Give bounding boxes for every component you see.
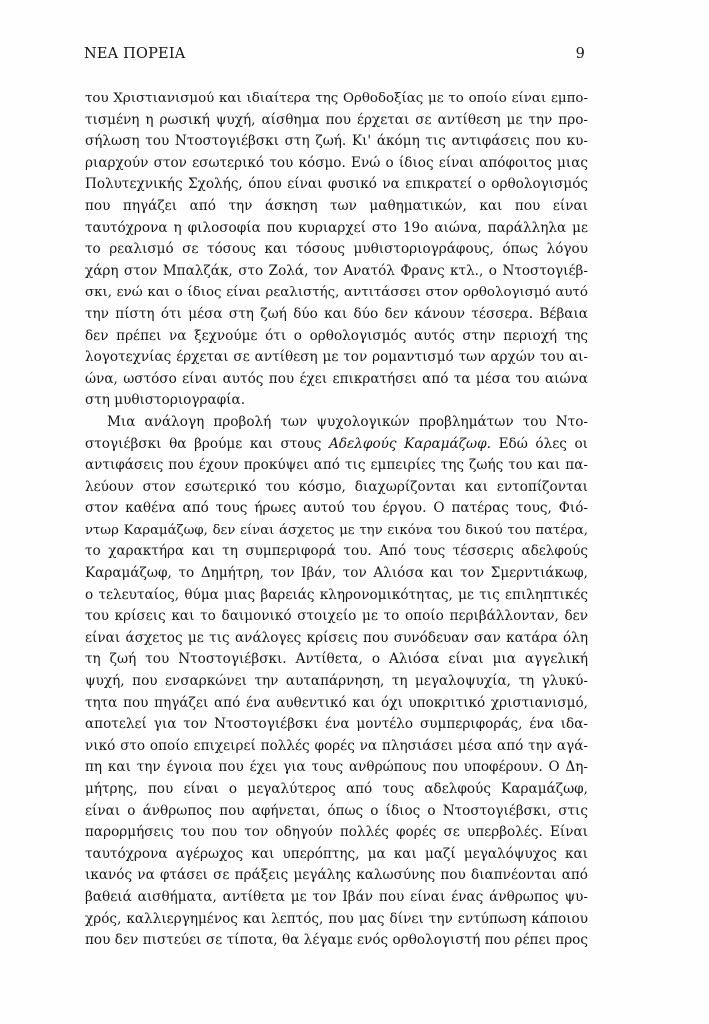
text-line: ο τελευταίος, θύμα μιας βαρειάς κληρονομικότητας, με τις επιληπτικές — [85, 586, 588, 603]
text-line: βαθειά αισθήματα, αντίθετα με τον Ιβάν που είναι ένας άνθρωπος ψυ- — [85, 888, 588, 905]
text-line: το χαρακτήρα και τη συμπεριφορά του. Από τους τέσσερις αδελφούς — [85, 543, 588, 560]
text-line: ψυχή, που ενσαρκώνει την αυταπάρνηση, τη μεγαλοψυχία, τη γλυκύ- — [85, 673, 588, 690]
text-line: αποτελεί για τον Ντοστογιέβσκι ένα μοντέλο συμπεριφοράς, ένα ιδα- — [85, 716, 588, 733]
text-line: νικό στο οποίο επιχειρεί πολλές φορές να πλησιάσει μέσα από την αγά- — [85, 737, 588, 754]
text-line: χρός, καλλιεργημένος και λεπτός, που μας δίνει την εντύπωση κάποιου — [85, 910, 588, 927]
text-line: είναι ο άνθρωπος που αφήνεται, όπως ο ίδιος ο Ντοστογιέβσκι, στις — [85, 802, 588, 819]
text-line: του Χριστιανισμού και ιδιαίτερα της Ορθοδοξίας με το οποίο είναι εμπο- — [85, 91, 588, 106]
text-line: αντιφάσεις που έχουν προκύψει από τις εμπειρίες της ζωής του και πα- — [85, 457, 588, 474]
text-line: μήτρης, που είναι ο μεγαλύτερος από τους αδελφούς Καραμάζωφ, — [85, 781, 588, 797]
text-line: σκι, ενώ και ο ίδιος είναι ρεαλιστής, αντιτάσσει στον ορθολογισμό αυτό — [85, 285, 588, 301]
text-line: είναι άσχετος με τις ανάλογες κρίσεις που συνόδευαν σαν κατάρα όλη — [85, 629, 588, 646]
text-line-with-title — [85, 434, 588, 456]
text-line: Καραμάζωφ, το Δημήτρη, τον Ιβάν, τον Αλιόσα και τον Σμερντιάκωφ, — [85, 565, 588, 582]
text-line: ταυτόχρονα η φιλοσοφία που κυριαρχεί στο 19ο αιώνα, παράλληλα με — [85, 219, 588, 236]
text-line: παρορμήσεις του που τον οδηγούν πολλές φορές σε υπερβολές. Είναι — [85, 824, 588, 841]
body-text — [85, 88, 588, 952]
text-line: Πολυτεχνικής Σχολής, όπου είναι φυσικό να επικρατεί ο ορθολογισμός — [85, 176, 588, 193]
text-line: λογοτεχνίας έρχεται σε αντίθεση με τον ρομαντισμό των αρχών του αι- — [85, 349, 588, 366]
text-line: που πηγάζει από την άσκηση των μαθηματικών, και που είναι — [85, 197, 588, 214]
running-head — [84, 46, 585, 66]
text-line: δεν πρέπει να ξεχνούμε ότι ο ορθολογισμός αυτός στην περιοχή της — [85, 327, 588, 344]
text-line: ντωρ Καραμάζωφ, δεν είναι άσχετος με την εικόνα του δικού του πατέρα, — [85, 522, 588, 538]
text-line: λεύουν στον εσωτερικό του κόσμο, διαχωρίζονται και εντοπίζονται — [85, 478, 588, 495]
text-line: ταυτόχρονα αγέρωχος και υπερόπτης, μα και μαζί μεγαλόψυχος και — [85, 845, 588, 862]
journal-title: ΝΕΑ ΠΟΡΕΙΑ — [84, 46, 186, 62]
text-line: ικανός να φτάσει σε πράξεις μεγάλης καλωσύνης που διαπνέονται από — [85, 867, 588, 884]
text-line: τη ζωή του Ντοστογιέβσκι. Αντίθετα, ο Αλιόσα είναι μια αγγελική — [85, 651, 588, 668]
book-title-italic: Αδελφούς Καραμάζωφ — [329, 435, 487, 452]
line-text-after-title: . Εδώ όλες οι — [486, 435, 589, 452]
text-line: τητα που πηγάζει από ένα αυθεντικό και όχι υποκριτικό χριστιανισμό, — [85, 694, 588, 711]
text-line: στον καθένα από τους ήρωες αυτού του έργου. Ο πατέρας τους, Φιό- — [85, 500, 588, 517]
text-line: που δεν πιστεύει σε τίποτα, θα λέγαμε ενός ορθολογιστή που ρέπει προς — [85, 932, 588, 949]
text-line: πη και την έγνοια που έχει για τους ανθρώπους που υποφέρουν. Ο Δη- — [85, 759, 588, 776]
text-line: του κρίσεις και το δαιμονικό στοιχείο με το οποίο περιβάλλονταν, δεν — [85, 608, 588, 625]
paragraph-start-line: Μια ανάλογη προβολή των ψυχολογικών προβλημάτων του Ντο- — [107, 413, 588, 430]
text-line: την πίστη ότι μέσα στη ζωή δύο και δύο δεν κάνουν τέσσερα. Βέβαια — [85, 305, 588, 322]
line-text-before-title: στογιέβσκι θα βρούμε και στους — [85, 435, 322, 452]
text-line: ριαρχούν στον εσωτερικό του κόσμο. Ενώ ο ίδιος είναι απόφοιτος μιας — [85, 154, 588, 171]
text-line: το ρεαλισμό σε τόσους και τόσους μυθιστοριογράφους, όπως λόγου — [85, 241, 588, 258]
text-line: ώνα, ωστόσο είναι αυτός που έχει επικρατήσει από τα μέσα του αιώνα — [85, 370, 588, 387]
page-number: 9 — [575, 46, 585, 62]
text-line: τισμένη η ρωσική ψυχή, αίσθημα που έρχεται σε αντίθεση με την προ- — [85, 111, 588, 128]
text-line: χάρη στον Μπαλζάκ, στο Ζολά, τον Ανατόλ Φρανς κτλ., ο Ντοστογιέβ- — [85, 262, 588, 279]
paragraph-end-line: στη μυθιστοριογραφία. — [85, 392, 246, 409]
text-line: σήλωση του Ντοστογιέβσκι στη ζωή. Κι' άκόμη τις αντιφάσεις που κυ- — [85, 133, 588, 150]
